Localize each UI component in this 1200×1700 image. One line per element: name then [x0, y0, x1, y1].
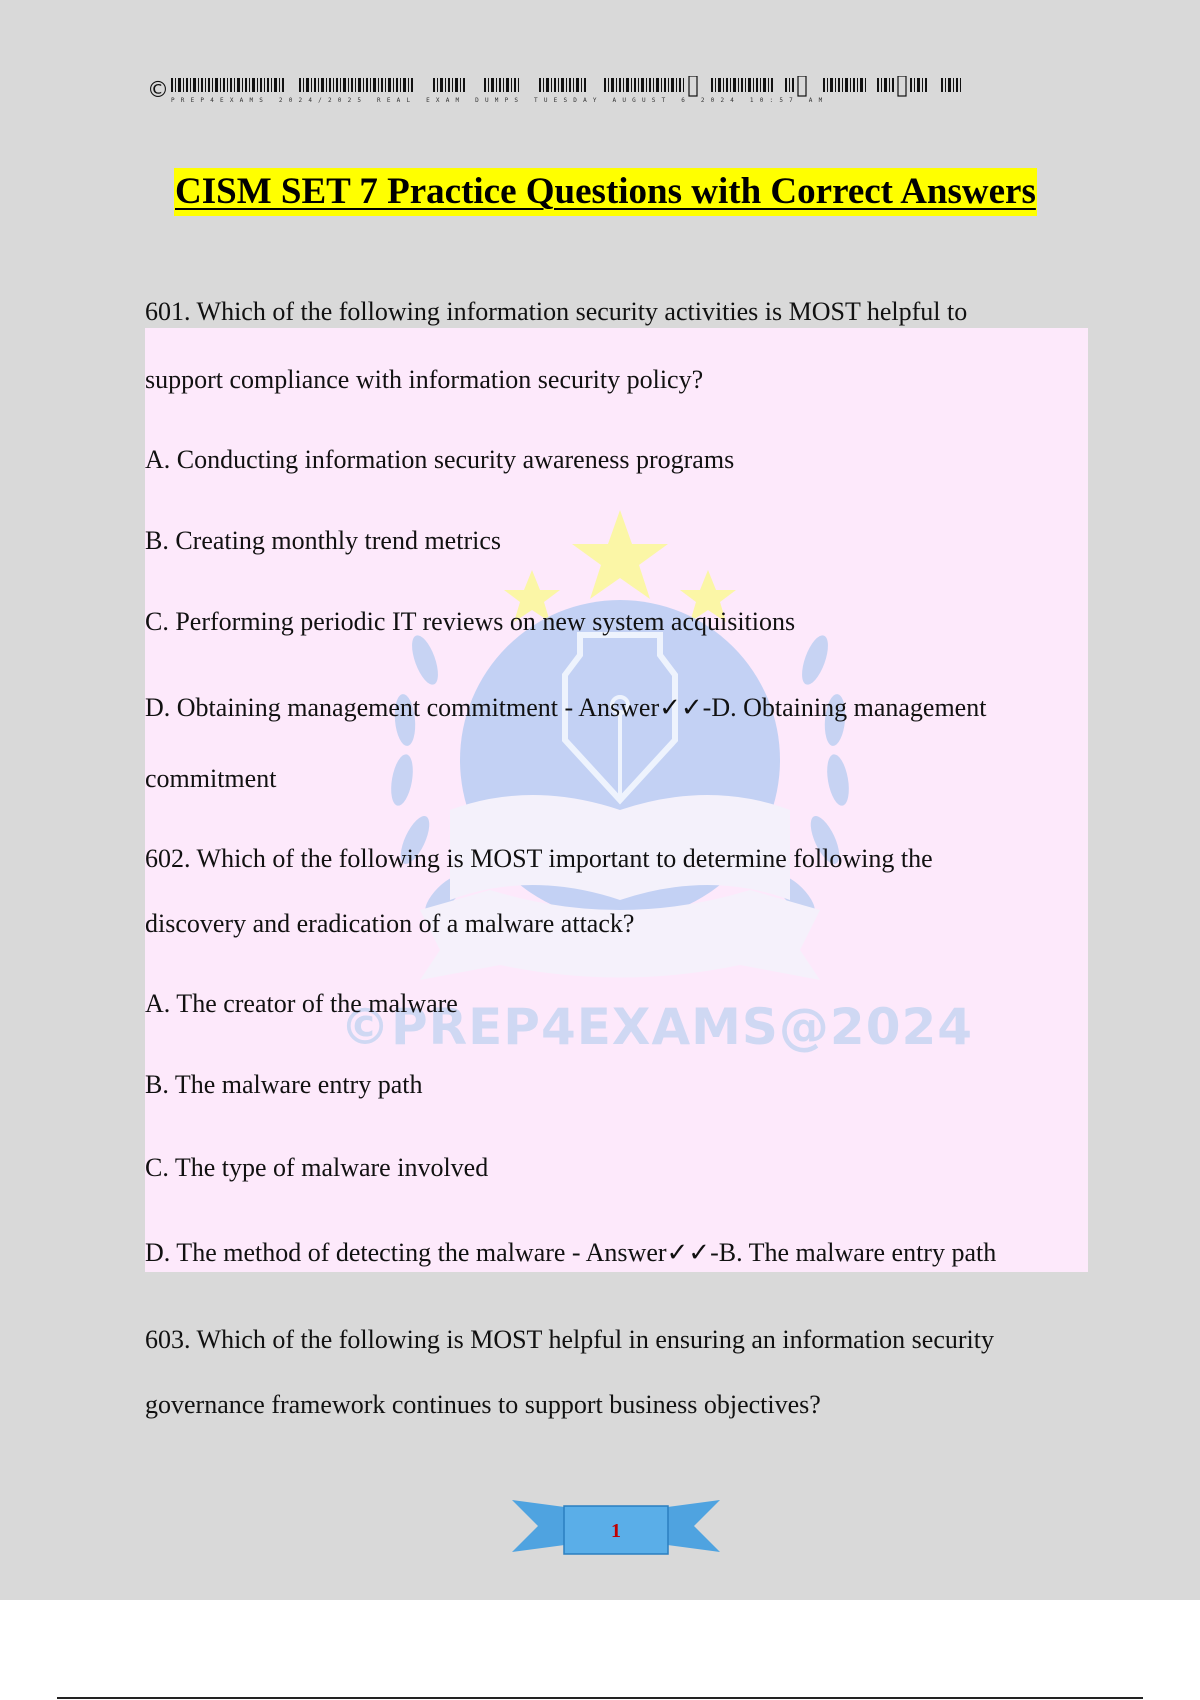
question-601-option-c: C. Performing periodic IT reviews on new system acquisitions	[145, 607, 796, 636]
barcode-caption: PREP4EXAMS 2024/2025 REAL EXAM DUMPS TUESDAY AUGUST 6 2024 10:57 AM	[171, 97, 829, 104]
question-602-answer-line: D. The method of detecting the malware - Answer✓✓-B. The malware entry path	[145, 1238, 997, 1267]
question-602-line-1: 602. Which of the following is MOST important to determine following the	[145, 844, 933, 873]
page-title: CISM SET 7 Practice Questions with Correct Answers	[174, 168, 1037, 216]
question-602-option-b: B. The malware entry path	[145, 1070, 423, 1099]
question-603-line-2: governance framework continues to support business objectives?	[145, 1390, 821, 1419]
question-601-line-1: 601. Which of the following information security activities is MOST helpful to	[145, 297, 968, 326]
header-barcode-line	[147, 76, 991, 104]
bottom-divider	[57, 1697, 1143, 1699]
barcode-text-graphic	[171, 76, 991, 104]
copyright-symbol: ©	[147, 77, 169, 103]
question-602-option-c: C. The type of malware involved	[145, 1153, 489, 1182]
question-602-option-a: A. The creator of the malware	[145, 989, 458, 1018]
watermark-emblem	[330, 510, 910, 1030]
question-601-line-2: support compliance with information security policy?	[145, 365, 704, 394]
question-603-line-1: 603. Which of the following is MOST helpful in ensuring an information security	[145, 1325, 994, 1354]
question-601-answer-line-2: commitment	[145, 764, 277, 793]
question-601-option-a: A. Conducting information security awareness programs	[145, 445, 735, 474]
watermark-star-icon	[572, 510, 668, 599]
watermark-text: ©PREP4EXAMS@2024	[340, 998, 974, 1056]
page-number: 1	[611, 1520, 621, 1542]
question-601-option-b: B. Creating monthly trend metrics	[145, 526, 501, 555]
question-602-line-2: discovery and eradication of a malware attack?	[145, 909, 635, 938]
question-601-answer-line-1: D. Obtaining management commitment - Answer✓✓-D. Obtaining management	[145, 693, 987, 722]
